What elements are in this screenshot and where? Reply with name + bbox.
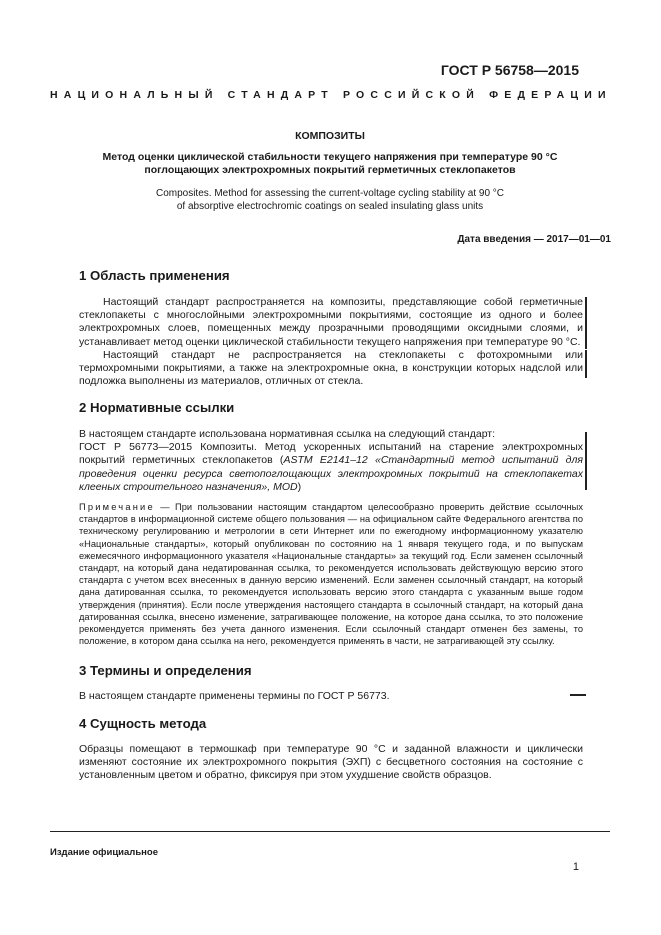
reference-plain: ГОСТ Р 56773—2015 Композиты. Метод ускоренных испытаний на старение электрохромных покрытий герметичных стеклопакетов ( xyxy=(79,441,583,467)
title-english-line1: Composites. Method for assessing the current-voltage cycling stability at 90 °C xyxy=(155,188,505,199)
document-code: ГОСТ Р 56758—2015 xyxy=(440,62,579,78)
title-english xyxy=(50,187,610,213)
section1-paragraph2: Настоящий стандарт не распространяется на стеклопакеты с фотохромными или термохромными покрытиями, а также на электрохромные окна, в конструкции которых надслой или подложка выполнены из материалов, отличных от стекла. xyxy=(79,348,583,388)
reference-italic: ASTM E2141–12 «Стандартный метод испытаний для проведения оценки ресурса светопоглощающих электрохромных покрытий на стеклопакетах клееных строительного назначения», MOD xyxy=(79,454,584,493)
section1-body xyxy=(79,296,583,388)
footer-divider xyxy=(50,831,610,832)
title-subtitle xyxy=(50,151,610,177)
introduction-date: Дата введения — 2017—01—01 xyxy=(457,234,611,245)
page-number: 1 xyxy=(572,861,579,873)
edition-label: Издание официальное xyxy=(50,847,158,858)
section2-note xyxy=(79,501,583,647)
change-bar xyxy=(585,432,587,490)
section2-body xyxy=(79,428,583,494)
section2-heading: 2 Нормативные ссылки xyxy=(79,400,235,415)
section3-body xyxy=(79,690,583,703)
section1-heading: 1 Область применения xyxy=(79,268,230,283)
section4-body xyxy=(79,743,583,783)
section2-paragraph1: В настоящем стандарте использована нормативная ссылка на следующий стандарт: xyxy=(79,428,496,440)
change-bar xyxy=(585,297,587,349)
note-label: Примечание xyxy=(79,502,155,512)
section3-paragraph1: В настоящем стандарте применены термины по ГОСТ Р 56773. xyxy=(79,690,390,702)
reference-close: ) xyxy=(297,480,302,493)
national-standard-heading: НАЦИОНАЛЬНЫЙ СТАНДАРТ РОССИЙСКОЙ ФЕДЕРАЦИИ xyxy=(50,89,612,101)
section4-paragraph1: Образцы помещают в термошкаф при температуре 90 °C и заданной влажности и циклически изменяют состояние их электрохромного покрытия (ЭХП) с бесцветного состояния на состояние с установленным цветом и обратно, фиксируя при этом ухудшение свойств образцов. xyxy=(79,743,583,782)
change-mark xyxy=(570,694,586,696)
title-english-line2: of absorptive electrochromic coatings on sealed insulating glass units xyxy=(176,201,484,212)
title-subtitle-line1: Метод оценки циклической стабильности текущего напряжения при температуре 90 °C xyxy=(102,151,558,163)
section3-heading: 3 Термины и определения xyxy=(79,663,252,678)
section2-reference xyxy=(79,441,583,494)
title-subtitle-line2: поглощающих электрохромных покрытий герметичных стеклопакетов xyxy=(144,164,516,176)
section4-heading: 4 Сущность метода xyxy=(79,716,207,731)
change-bar xyxy=(585,350,587,378)
title-main: КОМПОЗИТЫ xyxy=(295,130,365,142)
note-text: — При пользовании настоящим стандартом целесообразно проверить действие ссылочных стандартов в информационной системе общего пользования — на официальном сайте Федерального агентства по техническому регулированию и метрологии в сети Интернет или по ежегодному информационному указателю «Национальные стандарты», который опубликован по состоянию на 1 января текущего года, и по выпускам ежемесячного информационного указателя «Национальные стандарты» за текущий год. Если заменен ссылочный стандарт, на который дана недатированная ссылка, то рекомендуется использовать действующую версию этого стандарта с учетом всех внесенных в данную версию изменений. Если заменен ссылочный стандарт, на который дана датированная ссылка, то рекомендуется использовать версию этого стандарта с указанным выше годом утверждения (принятия). Если после утверждения настоящего стандарта в ссылочный стандарт, на который дана датированная ссылка, внесено изменение, затрагивающее положение, на которое дана ссылка, то это положение рекомендуется применять без учета данного изменения. Если ссылочный стандарт отменен без замены, то положение, в котором дана ссылка на него, рекомендуется применять в части, не затрагивающей эту ссылку. xyxy=(79,502,583,647)
section1-paragraph1: Настоящий стандарт распространяется на композиты, представляющие собой герметичные стеклопакеты с многослойными электрохромными покрытиями, состоящие из одного и более электрохромных слоев, помещенных между прозрачными проводящими оксидными слоями, и устанавливает метод оценки циклической стабильности текущего напряжения при температуре 90 °C. xyxy=(79,296,583,348)
